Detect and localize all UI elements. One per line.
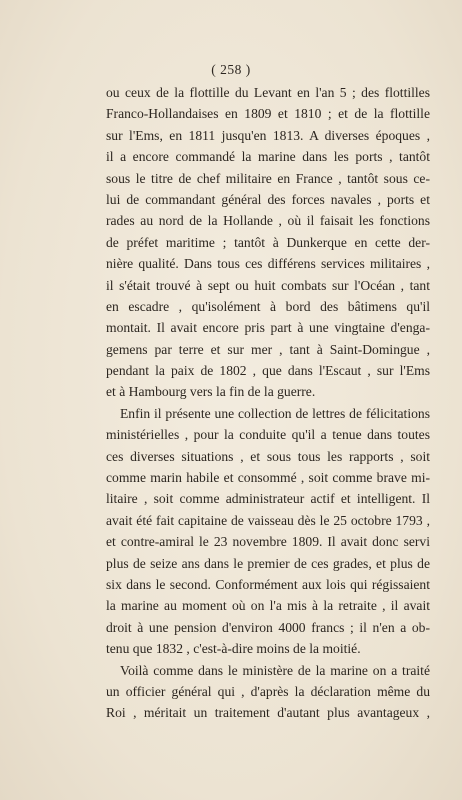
text-line: litaire , soit comme administrateur actif et intelligent. Il: [106, 491, 430, 507]
text-line: ou ceux de la flottille du Levant en l'an 5 ; des flottilles: [106, 85, 430, 100]
body-text: [106, 82, 430, 724]
text-line: nière qualité. Dans tous ces différens services militaires ,: [106, 256, 430, 272]
text-line: il s'était trouvé à sept ou huit combats sur l'Océan , tant: [106, 277, 430, 293]
text-line: Franco-Hollandaises en 1809 et 1810 ; et de la flottille: [106, 106, 430, 122]
text-line: ces diverses situations , et sous tous les rapports , soit: [106, 448, 430, 464]
text-line: sous le titre de chef militaire en France , tantôt sous ce-: [106, 170, 430, 186]
text-line: lui de commandant général des forces navales , ports et: [106, 191, 430, 207]
text-line: pendant la paix de 1802 , que dans l'Escaut , sur l'Ems: [106, 363, 430, 379]
text-line: de préfet maritime ; tantôt à Dunkerque en cette der-: [106, 234, 430, 250]
text-line: sur l'Ems, en 1811 jusqu'en 1813. A diverses époques ,: [106, 127, 430, 143]
text-line: la marine au moment où on l'a mis à la retraite , il avait: [106, 598, 430, 614]
text-line: six dans le second. Conformément aux lois qui régissaient: [106, 576, 430, 592]
text-line: il a encore commandé la marine dans les ports , tantôt: [106, 149, 430, 165]
text-line: Roi , méritait un traitement d'autant plus avantageux ,: [106, 705, 430, 721]
text-line: droit à une pension d'environ 4000 francs ; il n'en a ob-: [106, 619, 430, 635]
text-line: rades au nord de la Hollande , où il faisait les fonctions: [106, 213, 430, 229]
text-line: et à Hambourg vers la fin de la guerre.: [106, 384, 316, 400]
text-line: en escadre , qu'isolément à bord des bâtimens qu'il: [106, 298, 430, 314]
text-line: comme marin habile et consommé , soit comme brave mi-: [106, 470, 430, 486]
text-line: ministérielles , pour la conduite qu'il a tenue dans toutes: [106, 427, 430, 443]
text-line: montait. Il avait encore pris part à une vingtaine d'enga-: [106, 320, 430, 336]
text-line: plus de seize ans dans le premier de ces grades, et plus de: [106, 555, 430, 571]
text-line: Voilà comme dans le ministère de la marine on a traité: [120, 662, 430, 678]
text-line: gemens par terre et sur mer , tant à Saint-Domingue ,: [106, 341, 430, 357]
text-line: et contre-amiral le 23 novembre 1809. Il avait donc servi: [106, 534, 430, 550]
text-line: tenu que 1832 , c'est-à-dire moins de la moitié.: [106, 641, 361, 657]
page-number: ( 258 ): [211, 62, 251, 77]
text-line: un officier général qui , d'après la déclaration même du: [106, 683, 430, 699]
text-line: Enfin il présente une collection de lettres de félicitations: [120, 405, 430, 421]
text-line: avait été fait capitaine de vaisseau dès le 25 octobre 1793 ,: [106, 512, 430, 528]
